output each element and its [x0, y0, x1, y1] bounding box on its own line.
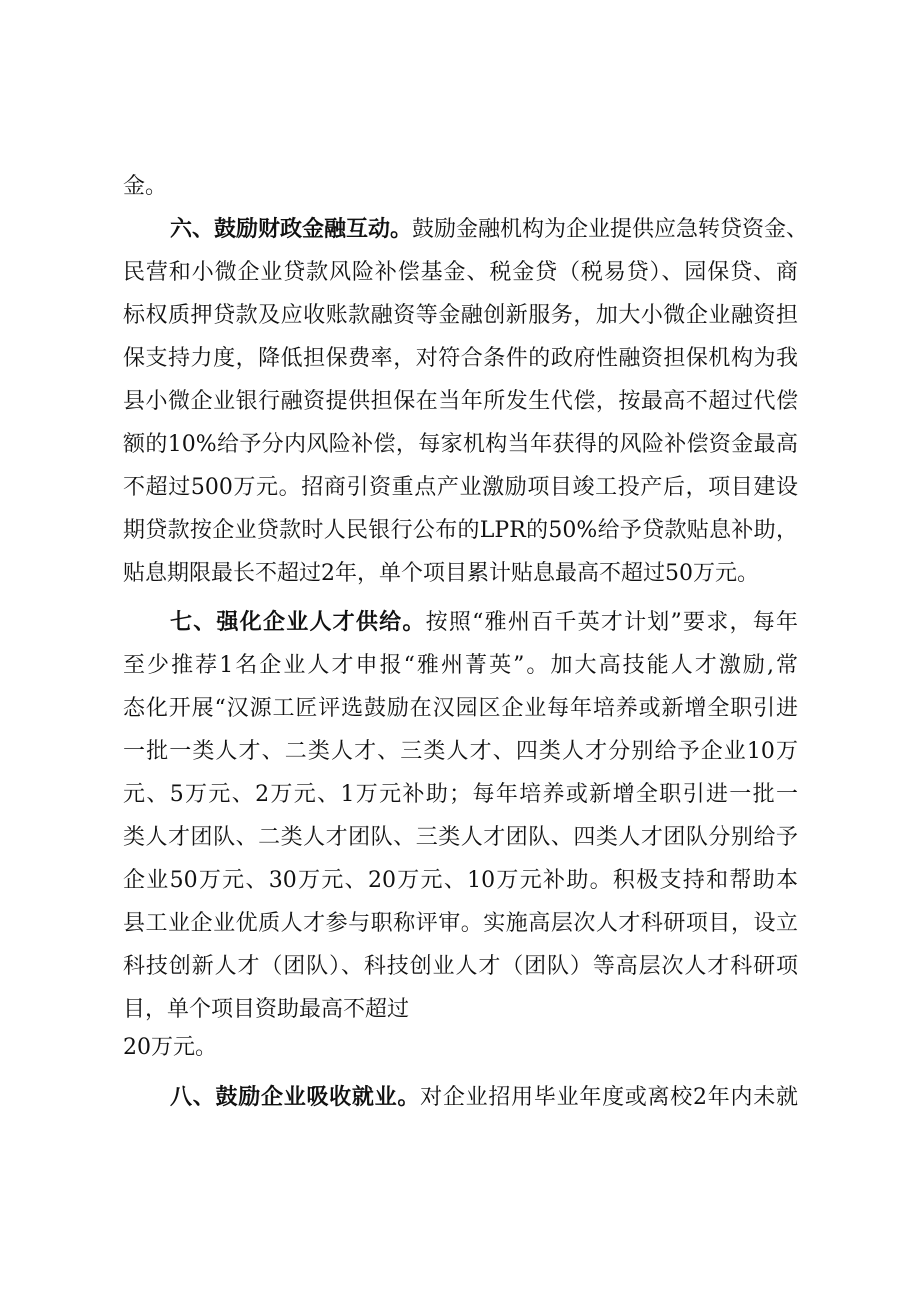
paragraph-line: 类人才团队、二类人才团队、三类人才团队、四类人才团队分别给予	[123, 825, 798, 850]
paragraph-line: 保支持力度，降低担保费率，对符合条件的政府性融资担保机构为我	[123, 346, 798, 371]
paragraph-line: 县小微企业银行融资提供担保在当年所发生代偿，按最高不超过代偿	[123, 389, 798, 414]
paragraph-line: 不超过500万元。招商引资重点产业激励项目竣工投产后，项目建设	[123, 475, 798, 500]
paragraph-text: 对企业招用毕业年度或离校2年内未就	[420, 1085, 798, 1110]
paragraph-line: 金。	[123, 174, 168, 199]
section-heading: 八、鼓励企业吸收就业。	[170, 1085, 421, 1110]
paragraph-line: 目，单个项目资助最高不超过	[123, 997, 410, 1022]
paragraph-line: 民营和小微企业贷款风险补偿基金、税金贷（税易贷）、园保贷、商	[123, 260, 798, 285]
section-heading: 六、鼓励财政金融互动。	[170, 217, 413, 242]
paragraph-line: 期贷款按企业贷款时人民银行公布的LPR的50%给予贷款贴息补助，	[123, 518, 798, 543]
paragraph-line: 一批一类人才、二类人才、三类人才、四类人才分别给予企业10万	[123, 739, 798, 764]
paragraph-line: 元、5万元、2万元、1万元补助；每年培养或新增全职引进一批一	[123, 782, 798, 807]
paragraph-line: 额的10%给予分内风险补偿，每家机构当年获得的风险补偿资金最高	[123, 432, 798, 457]
paragraph-line: 科技创新人才（团队）、科技创业人才（团队）等高层次人才科研项	[123, 954, 798, 979]
section-8-first-line	[170, 1083, 798, 1113]
section-7-first-line	[170, 608, 798, 638]
section-heading: 七、强化企业人才供给。	[170, 610, 426, 635]
paragraph-line: 县工业企业优质人才参与职称评审。实施高层次人才科研项目，设立	[123, 911, 798, 936]
paragraph-line: 至少推荐1名企业人才申报“雅州菁英”。加大高技能人才激励,常	[123, 653, 798, 678]
paragraph-line: 20万元。	[123, 1035, 217, 1060]
section-6-first-line	[170, 215, 809, 245]
paragraph-text: 鼓励金融机构为企业提供应急转贷资金、	[412, 217, 809, 242]
paragraph-line: 态化开展“汉源工匠评选鼓励在汉园区企业每年培养或新增全职引进	[123, 696, 798, 721]
paragraph-line: 标权质押贷款及应收账款融资等金融创新服务，加大小微企业融资担	[123, 303, 798, 328]
paragraph-line: 企业50万元、30万元、20万元、10万元补助。积极支持和帮助本	[123, 868, 798, 893]
paragraph-line: 贴息期限最长不超过2年，单个项目累计贴息最高不超过50万元。	[123, 561, 759, 586]
paragraph-text: 按照“雅州百千英才计划”要求，每年	[425, 610, 798, 635]
